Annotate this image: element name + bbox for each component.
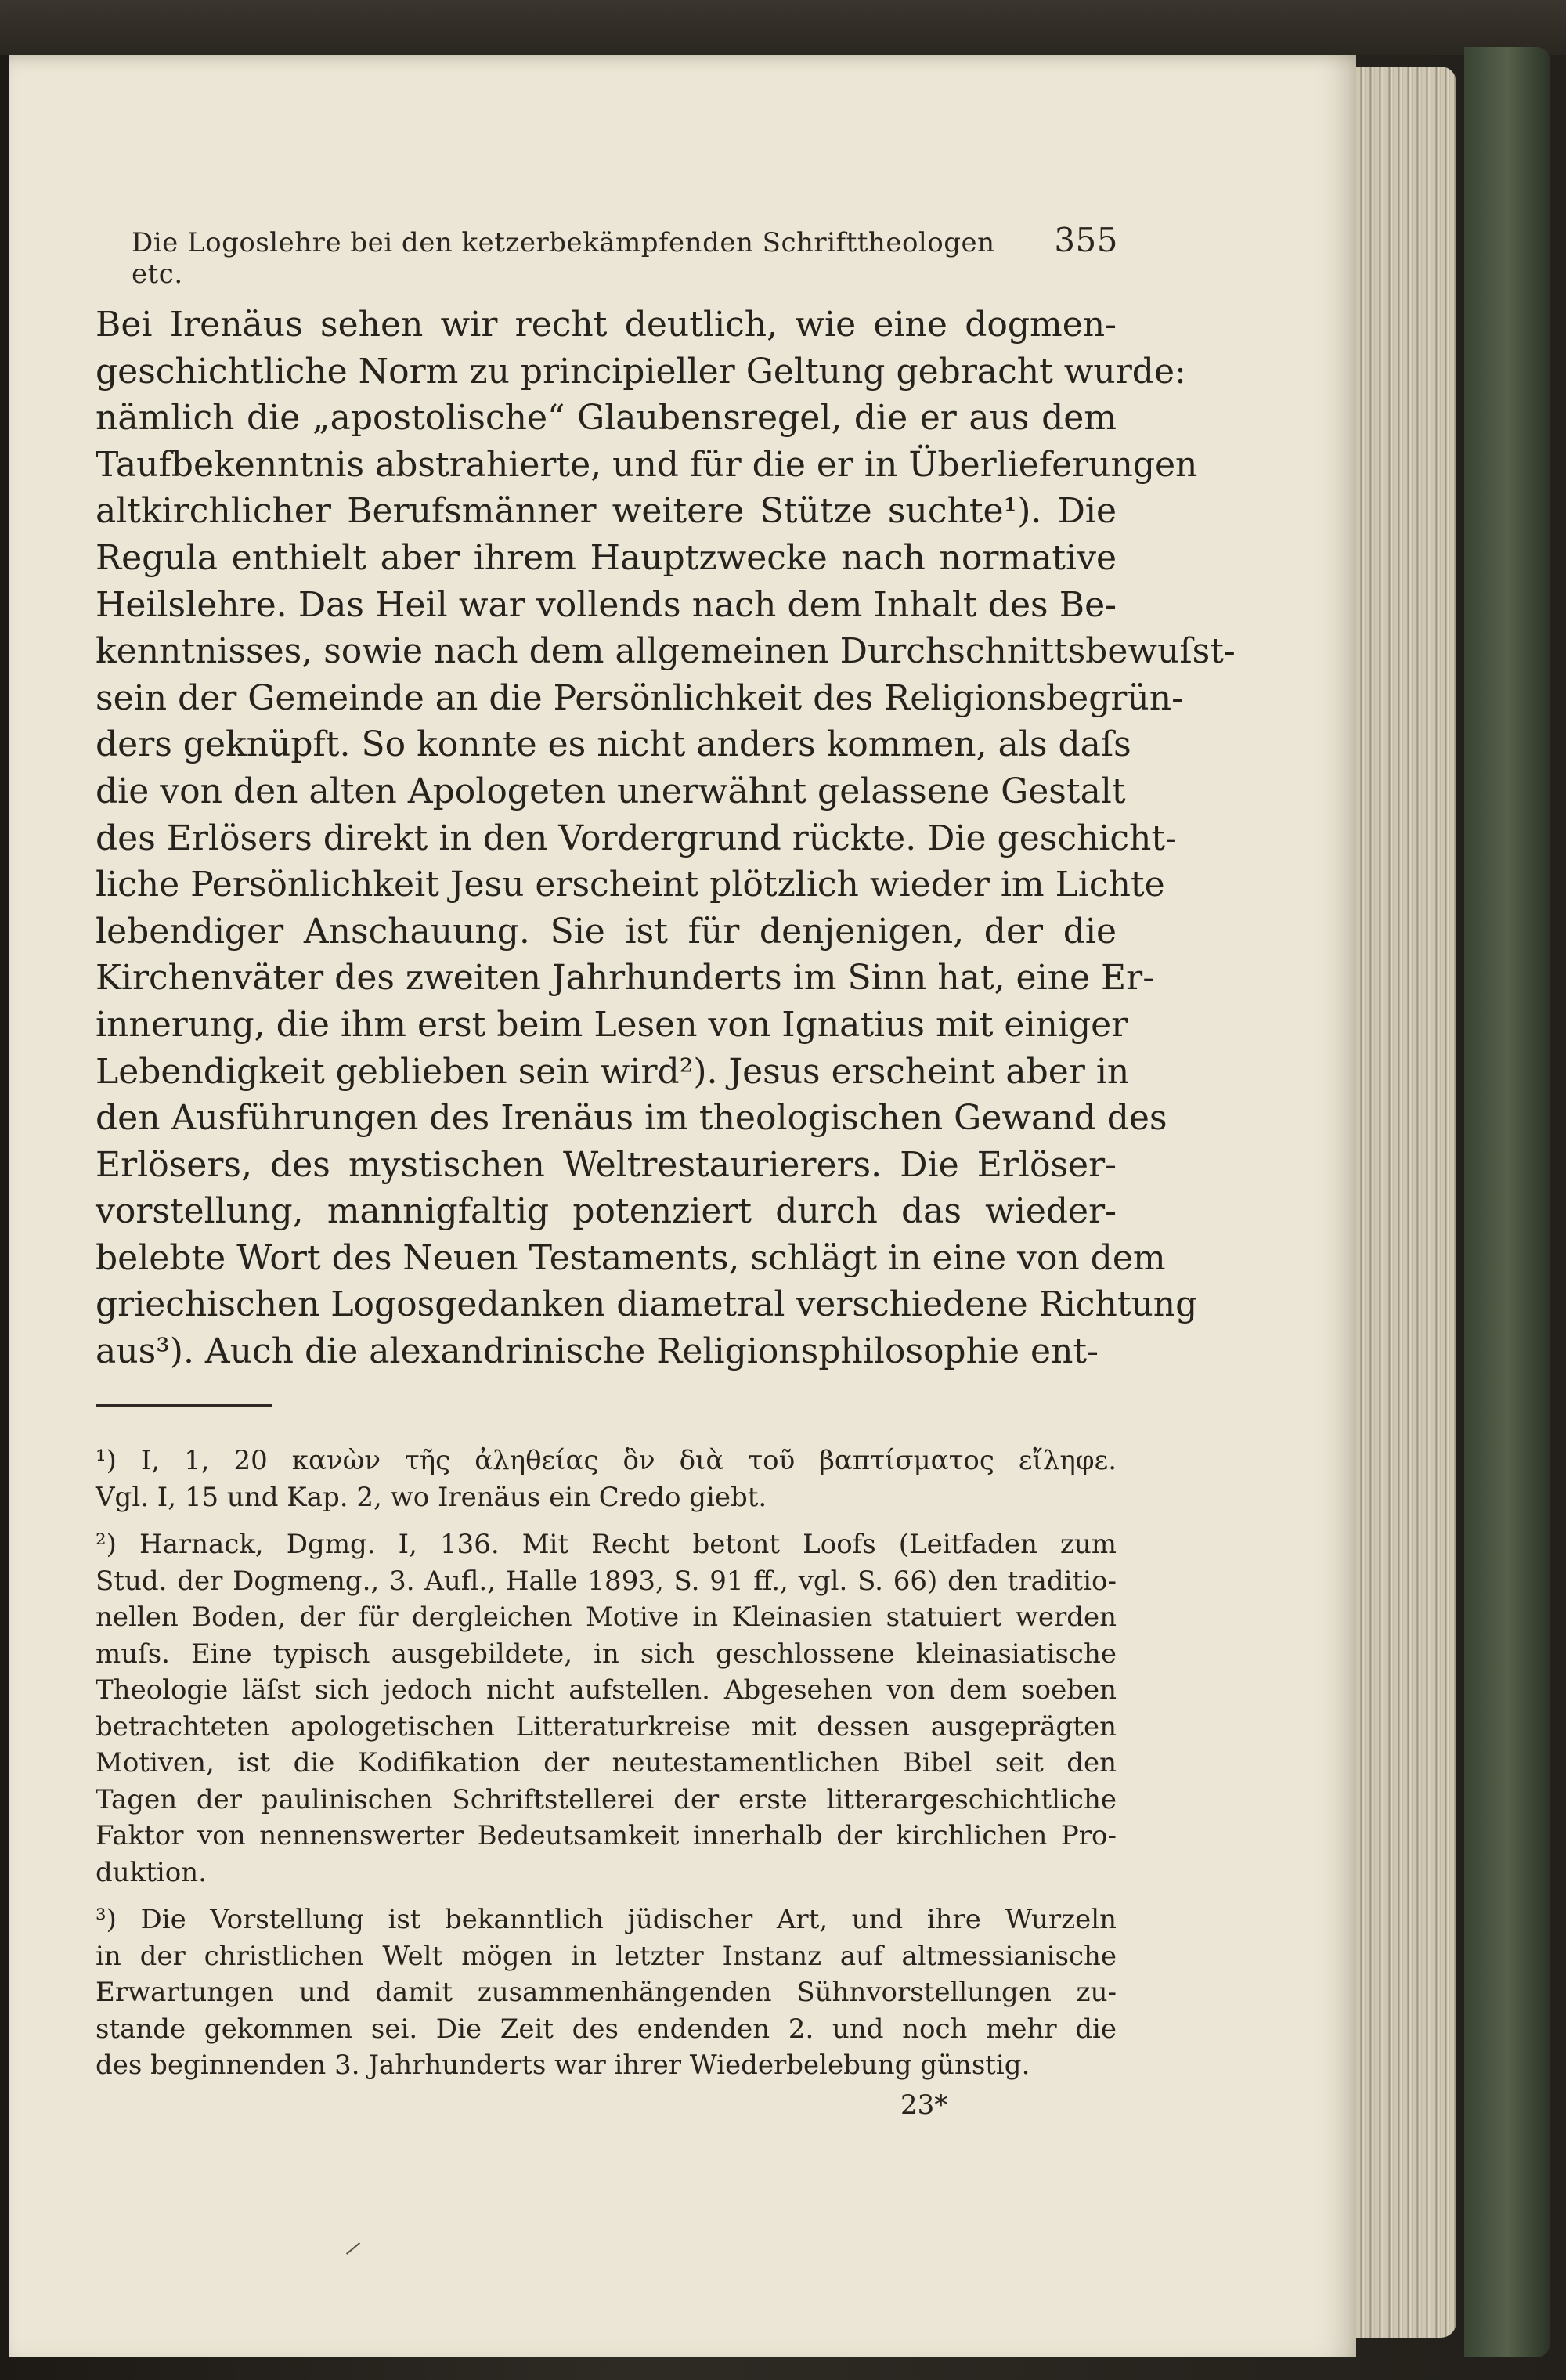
body-line: Lebendigkeit geblieben sein wird²). Jesus erscheint aber in: [96, 1051, 1130, 1092]
footnote-line: Erwartungen und damit zusammenhängenden Sühnvorstellungen zu-: [96, 1977, 1117, 2008]
footnote-line: Tagen der paulinischen Schriftstellerei der erste litterargeschichtliche: [96, 1783, 1117, 1815]
marbled-board-edge: [1464, 47, 1550, 2357]
footnote-line: Theologie läſst sich jedoch nicht aufstellen. Abgesehen von dem soeben: [96, 1674, 1117, 1706]
running-head: [132, 221, 1118, 290]
body-line: Erlösers, des mystischen Weltrestaurierers. Die Erlöser-: [96, 1144, 1117, 1185]
page-number: 355: [1054, 221, 1118, 259]
body-line: aus³). Auch die alexandrinische Religionsphilosophie ent-: [96, 1331, 1099, 1372]
footnote-line: stande gekommen sei. Die Zeit des endenden 2. und noch mehr die: [96, 2013, 1117, 2045]
body-line: griechischen Logosgedanken diametral verschiedene Richtung: [96, 1284, 1198, 1325]
body-line: kenntnisses, sowie nach dem allgemeinen Durchschnittsbewuſst-: [96, 631, 1236, 672]
body-line: ders geknüpft. So konnte es nicht anders kommen, als daſs: [96, 724, 1131, 765]
body-line: lebendiger Anschauung. Sie ist für denjenigen, der die: [96, 911, 1117, 952]
footnote-gap: [96, 1515, 1117, 1526]
body-line: geschichtliche Norm zu principieller Geltung gebracht wurde:: [96, 351, 1186, 392]
running-head-title: Die Logoslehre bei den ketzerbekämpfenden Schrifttheologen etc.: [132, 227, 995, 290]
footnote-line: Faktor von nennenswerter Bedeutsamkeit innerhalb der kirchlichen Pro-: [96, 1820, 1117, 1851]
body-line: Heilslehre. Das Heil war vollends nach dem Inhalt des Be-: [96, 584, 1117, 625]
body-line: Taufbekenntnis abstrahierte, und für die er in Überlieferungen: [96, 444, 1198, 485]
footnote-line: des beginnenden 3. Jahrhunderts war ihrer Wiederbelebung günstig.: [96, 2050, 1030, 2081]
body-line: Kirchenväter des zweiten Jahrhunderts im Sinn hat, eine Er-: [96, 958, 1155, 999]
footnote-line: betrachteten apologetischen Litteraturkreise mit dessen ausgeprägten: [96, 1710, 1117, 1743]
footnote-line: duktion.: [96, 1856, 207, 1888]
body-line: die von den alten Apologeten unerwähnt gelassene Gestalt: [96, 771, 1126, 811]
body-line: des Erlösers direkt in den Vordergrund rückte. Die geschicht-: [96, 818, 1177, 858]
footnote-line: in der christlichen Welt mögen in letzter Instanz auf altmessianische: [96, 1940, 1117, 1972]
footnote-line: Motiven, ist die Kodifikation der neutestamentlichen Bibel seit den: [96, 1747, 1117, 1779]
body-line: Bei Irenäus sehen wir recht deutlich, wie eine dogmen-: [96, 305, 1117, 345]
body-line: sein der Gemeinde an die Persönlichkeit des Religionsbegrün-: [96, 677, 1183, 718]
body-line: vorstellung, mannigfaltig potenziert durch das wieder-: [96, 1191, 1117, 1232]
page-edges: [1347, 67, 1456, 2338]
body-line: den Ausführungen des Irenäus im theologischen Gewand des: [96, 1098, 1167, 1139]
footnotes: [96, 1443, 1117, 2084]
footnote: [96, 1443, 1117, 1515]
footnote-line: ¹) I, 1, 20 κανὼν τῆς ἀληθείας ὃν διὰ τοῦ βαπτίσματος εἴληφε.: [96, 1445, 1117, 1476]
footnote-rule: [96, 1404, 272, 1407]
footnote-line: Stud. der Dogmeng., 3. Aufl., Halle 1893, S. 91 ff., vgl. S. 66) den traditio-: [96, 1565, 1117, 1597]
footnote: [96, 1901, 1117, 2084]
footnote-line: ³) Die Vorstellung ist bekanntlich jüdischer Art, und ihre Wurzeln: [96, 1904, 1117, 1935]
body-line: altkirchlicher Berufsmänner weitere Stütze suchte¹). Die: [96, 491, 1117, 532]
body-text: [96, 302, 1236, 1375]
body-line: innerung, die ihm erst beim Lesen von Ignatius mit einiger: [96, 1004, 1128, 1045]
footnote-gap: [96, 1891, 1117, 1901]
body-line: Regula enthielt aber ihrem Hauptzwecke nach normative: [96, 537, 1117, 578]
cover-top-edge: [0, 0, 1566, 55]
footnote-line: muſs. Eine typisch ausgebildete, in sich geschlossene kleinasiatische: [96, 1638, 1117, 1670]
body-line: liche Persönlichkeit Jesu erscheint plötzlich wieder im Lichte: [96, 865, 1165, 905]
footnote-line: ²) Harnack, Dgmg. I, 136. Mit Recht betont Loofs (Leitfaden zum: [96, 1529, 1117, 1560]
footnote-line: Vgl. I, 15 und Kap. 2, wo Irenäus ein Credo giebt.: [96, 1481, 767, 1513]
body-line: nämlich die „apostolische“ Glaubensregel, die er aus dem: [96, 398, 1117, 439]
signature-mark: 23*: [900, 2089, 948, 2121]
footnote-line: nellen Boden, der für dergleichen Motive in Kleinasien statuiert werden: [96, 1602, 1117, 1633]
footnote: [96, 1526, 1117, 1891]
body-line: belebte Wort des Neuen Testaments, schlägt in eine von dem: [96, 1237, 1166, 1278]
